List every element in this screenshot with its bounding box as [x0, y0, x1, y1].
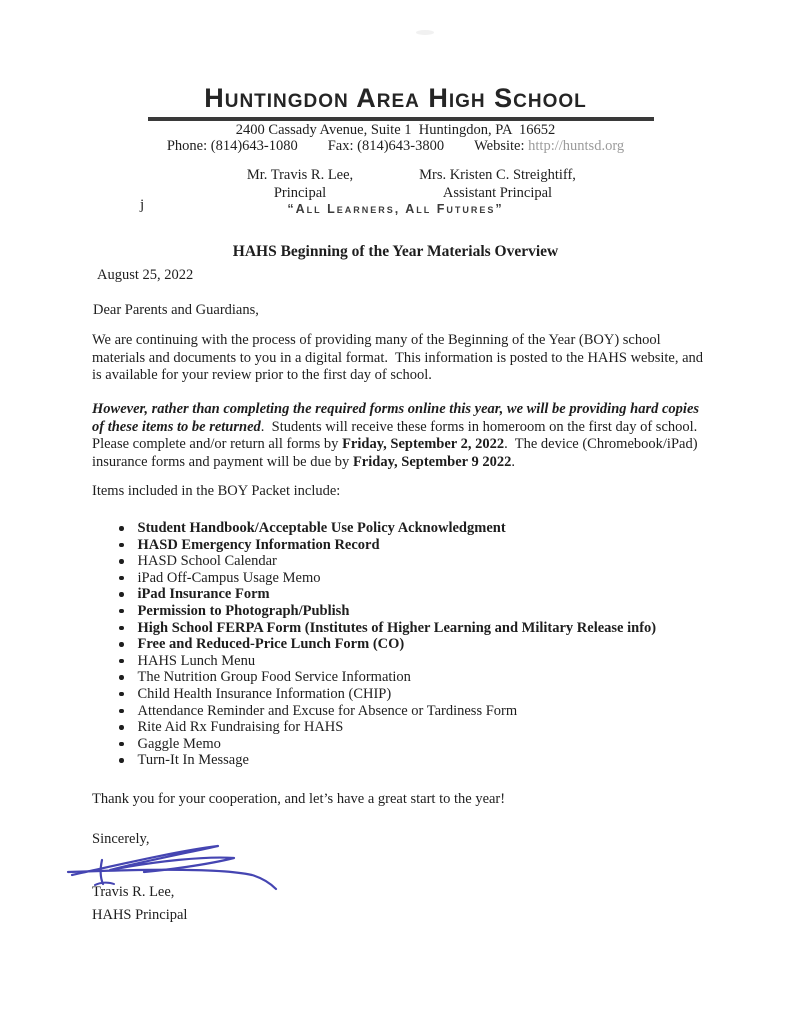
fax-value: (814)643-3800 — [357, 138, 445, 154]
salutation: Dear Parents and Guardians, — [93, 302, 259, 318]
letter-title: HAHS Beginning of the Year Materials Overview — [232, 243, 559, 260]
school-motto: “All Learners, All Futures” — [287, 202, 504, 216]
bullet-icon — [119, 609, 124, 614]
list-item-label: Student Handbook/Acceptable Use Policy Acknowledgment — [137, 520, 506, 536]
list-item-label: Gaggle Memo — [137, 735, 221, 752]
signature-name: Travis R. Lee, — [92, 884, 175, 900]
list-item — [119, 636, 719, 653]
paragraph-segment: However, rather than completing the required forms online this year, we will be providing hard copies of these items to be returned — [92, 401, 703, 435]
website-label: Website: — [474, 138, 525, 154]
paragraph-segment: . — [511, 454, 515, 471]
list-item-label: The Nutrition Group Food Service Information — [137, 669, 411, 686]
bullet-icon — [119, 692, 124, 697]
list-item — [119, 653, 719, 670]
paragraph-segment: . Students will receive these forms in homeroom on the first day of school. Please complete and/or return all forms by — [92, 418, 701, 453]
list-item — [119, 537, 719, 554]
bullet-icon — [119, 725, 124, 730]
principal-title: Principal — [273, 185, 327, 201]
phone-label: Phone: — [166, 138, 208, 154]
list-item — [119, 603, 719, 620]
list-item — [119, 570, 719, 587]
list-intro: Items included in the BOY Packet include: — [92, 483, 341, 499]
list-item-label: HASD School Calendar — [137, 553, 277, 570]
principal-block — [200, 166, 400, 202]
assistant-principal-block — [390, 166, 605, 202]
list-item — [119, 553, 719, 570]
paragraph-segment: Friday, September 9 2022 — [352, 454, 512, 471]
list-item-label: Permission to Photograph/Publish — [137, 602, 350, 619]
phone-value: (814)643-1080 — [210, 138, 298, 154]
stray-mark: j — [140, 197, 145, 213]
list-item-label: Child Health Insurance Information (CHIP) — [137, 685, 392, 702]
phone-entry — [167, 138, 298, 155]
list-item-label: Turn-It In Message — [137, 752, 249, 769]
scan-smudge-artifact — [416, 30, 434, 35]
bullet-icon — [119, 543, 124, 548]
bullet-icon — [119, 758, 124, 763]
list-item-label: HASD Emergency Information Record — [137, 536, 380, 553]
list-item-label: iPad Off-Campus Usage Memo — [137, 569, 321, 586]
paragraph-forms-notice — [92, 401, 708, 472]
paragraph-segment: . The device (Chromebook/iPad) insurance forms and payment will be due by — [92, 436, 702, 471]
bullet-icon — [119, 709, 124, 714]
fax-entry — [328, 138, 444, 155]
website-url: http://huntsd.org — [528, 138, 625, 154]
list-item — [119, 752, 719, 769]
list-item-label: Free and Reduced-Price Lunch Form (CO) — [137, 636, 405, 653]
bullet-icon — [119, 626, 124, 631]
bullet-icon — [119, 592, 124, 597]
contact-row — [0, 138, 791, 155]
bullet-icon — [119, 742, 124, 747]
list-item — [119, 703, 719, 720]
list-item — [119, 686, 719, 703]
school-name-heading: Huntingdon Area High School — [204, 83, 587, 113]
list-item-label: High School FERPA Form (Institutes of Higher Learning and Military Release info) — [137, 619, 657, 636]
letterhead-rule — [148, 117, 654, 121]
school-address: 2400 Cassady Avenue, Suite 1 Huntingdon, PA 16652 — [235, 122, 556, 138]
closing-line: Thank you for your cooperation, and let’s have a great start to the year! — [92, 791, 506, 807]
fax-label: Fax: — [327, 138, 354, 154]
assistant-principal-title: Assistant Principal — [442, 185, 553, 201]
signoff: Sincerely, — [92, 831, 150, 847]
bullet-icon — [119, 642, 124, 647]
boy-packet-list — [119, 520, 719, 769]
list-item — [119, 719, 719, 736]
signature-title: HAHS Principal — [92, 907, 188, 923]
list-item — [119, 620, 719, 637]
list-item — [119, 669, 719, 686]
principal-name: Mr. Travis R. Lee, — [246, 167, 354, 183]
website-entry — [474, 138, 624, 155]
bullet-icon — [119, 675, 124, 680]
list-item — [119, 520, 719, 537]
list-item-label: iPad Insurance Form — [137, 586, 270, 603]
list-item-label: Rite Aid Rx Fundraising for HAHS — [137, 719, 344, 736]
letter-date: August 25, 2022 — [97, 267, 194, 283]
assistant-principal-name: Mrs. Kristen C. Streightiff, — [419, 167, 576, 183]
list-item-label: HAHS Lunch Menu — [137, 652, 256, 669]
bullet-icon — [119, 526, 124, 531]
bullet-icon — [119, 559, 124, 564]
bullet-icon — [119, 659, 124, 664]
paragraph-segment: Friday, September 2, 2022 — [342, 436, 505, 453]
paragraph-intro — [92, 332, 708, 385]
paragraph-segment: We are continuing with the process of providing many of the Beginning of the Year (BOY) school materials and documents to you in a digital format. This information is posted to the HAHS website, and is available for your review prior to the first day of school. — [92, 332, 707, 384]
list-item — [119, 736, 719, 753]
bullet-icon — [119, 576, 124, 581]
list-item — [119, 586, 719, 603]
list-item-label: Attendance Reminder and Excuse for Absence or Tardiness Form — [137, 702, 518, 719]
